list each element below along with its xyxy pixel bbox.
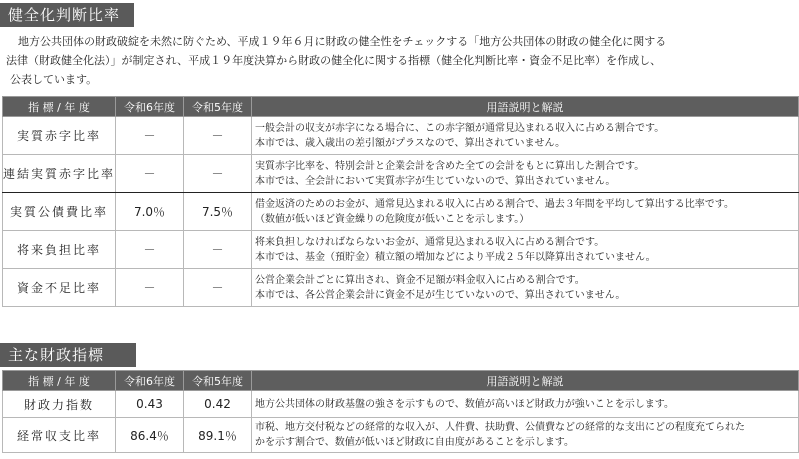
description-line: 実質赤字比率を、特別会計と企業会計を含めた全ての会計をもとに算出した割合です。	[255, 160, 645, 172]
description	[252, 391, 799, 418]
table-header-row	[3, 97, 799, 117]
description-line: 本市では、歳入歳出の差引額がプラスなので、算出されていません。	[255, 137, 566, 149]
value-r6: －	[116, 269, 184, 307]
value-r5: 7.5％	[184, 193, 252, 231]
value-r5: －	[184, 155, 252, 193]
description-line: 将来負担しなければならないお金が、通常見込まれる収入に占める割合です。	[255, 236, 605, 248]
header-indicator: 指 標 / 年 度	[3, 97, 116, 117]
value-r6: 86.4％	[116, 418, 184, 453]
table-header-row	[3, 371, 799, 391]
header-indicator: 指 標 / 年 度	[3, 371, 116, 391]
description	[252, 269, 799, 307]
table-row	[3, 231, 799, 269]
description	[252, 117, 799, 155]
description	[252, 231, 799, 269]
value-r6: －	[116, 117, 184, 155]
description	[252, 418, 799, 453]
intro-line: 地方公共団体の財政破綻を未然に防ぐため、平成１９年６月に財政の健全性をチェックする「地方公共団体の財政の健全化に関する	[18, 35, 667, 48]
description	[252, 155, 799, 193]
zaisei-table	[2, 370, 799, 453]
description-line: 本市では、全会計において実質赤字が生じていないので、算出されていません。	[255, 175, 616, 187]
description-line: かを示す割合で、数値が低いほど財政に自由度があることを示します。	[255, 437, 574, 448]
description	[252, 193, 799, 231]
indicator-name: 資金不足比率	[3, 269, 116, 307]
value-r6: －	[116, 231, 184, 269]
header-r6: 令和6年度	[116, 371, 184, 391]
description-line: （数値が低いほど資金繰りの危険度が低いことを示します。）	[255, 213, 530, 225]
table-row	[3, 391, 799, 418]
description-line: 公営企業会計ごとに算出され、資金不足額が料金収入に占める割合です。	[255, 274, 585, 286]
description-line: 一般会計の収支が赤字になる場合に、この赤字額が通常見込まれる収入に占める割合です。	[255, 122, 665, 134]
kenzenka-table	[2, 96, 799, 307]
header-description: 用語説明と解説	[252, 371, 799, 391]
description-line: 市税、地方交付税などの経常的な収入が、人件費、扶助費、公債費などの経常的な支出にどの程度充てられた	[255, 422, 745, 433]
indicator-name: 実質赤字比率	[3, 117, 116, 155]
value-r6: 7.0％	[116, 193, 184, 231]
value-r5: －	[184, 231, 252, 269]
header-description: 用語説明と解説	[252, 97, 799, 117]
value-r6: －	[116, 155, 184, 193]
indicator-name: 財政力指数	[3, 391, 116, 418]
header-r6: 令和6年度	[116, 97, 184, 117]
section-title-kenzenka: 健全化判断比率	[0, 3, 134, 27]
header-r5: 令和5年度	[184, 97, 252, 117]
indicator-name: 連結実質赤字比率	[3, 155, 116, 193]
value-r6: 0.43	[116, 391, 184, 418]
description-line: 地方公共団体の財政基盤の強さを示すもので、数値が高いほど財政力が強いことを示します。	[255, 398, 674, 410]
indicator-name: 実質公債費比率	[3, 193, 116, 231]
description-line: 本市では、基金（預貯金）積立額の増加などにより平成２５年以降算出されていません。	[255, 251, 656, 263]
table-row	[3, 117, 799, 155]
table-row	[3, 193, 799, 231]
header-r5: 令和5年度	[184, 371, 252, 391]
indicator-name: 経常収支比率	[3, 418, 116, 453]
value-r5: －	[184, 117, 252, 155]
value-r5: 0.42	[184, 391, 252, 418]
indicator-name: 将来負担比率	[3, 231, 116, 269]
table-row	[3, 418, 799, 453]
section-title-zaisei: 主な財政指標	[0, 343, 136, 367]
intro-text	[6, 32, 792, 89]
description-line: 借金返済のためのお金が、通常見込まれる収入に占める割合で、過去３年間を平均して算出する比率です。	[255, 198, 734, 210]
intro-line: 法律（財政健全化法）」が制定され、平成１９年度決算から財政の健全化に関する指標（健全化判断比率・資金不足比率）を作成し、	[6, 54, 662, 67]
table-row	[3, 155, 799, 193]
value-r5: 89.1％	[184, 418, 252, 453]
intro-line: 公表しています。	[10, 73, 98, 86]
description-line: 本市では、各公営企業会計に資金不足が生じていないので、算出されていません。	[255, 289, 626, 301]
table-row	[3, 269, 799, 307]
value-r5: －	[184, 269, 252, 307]
